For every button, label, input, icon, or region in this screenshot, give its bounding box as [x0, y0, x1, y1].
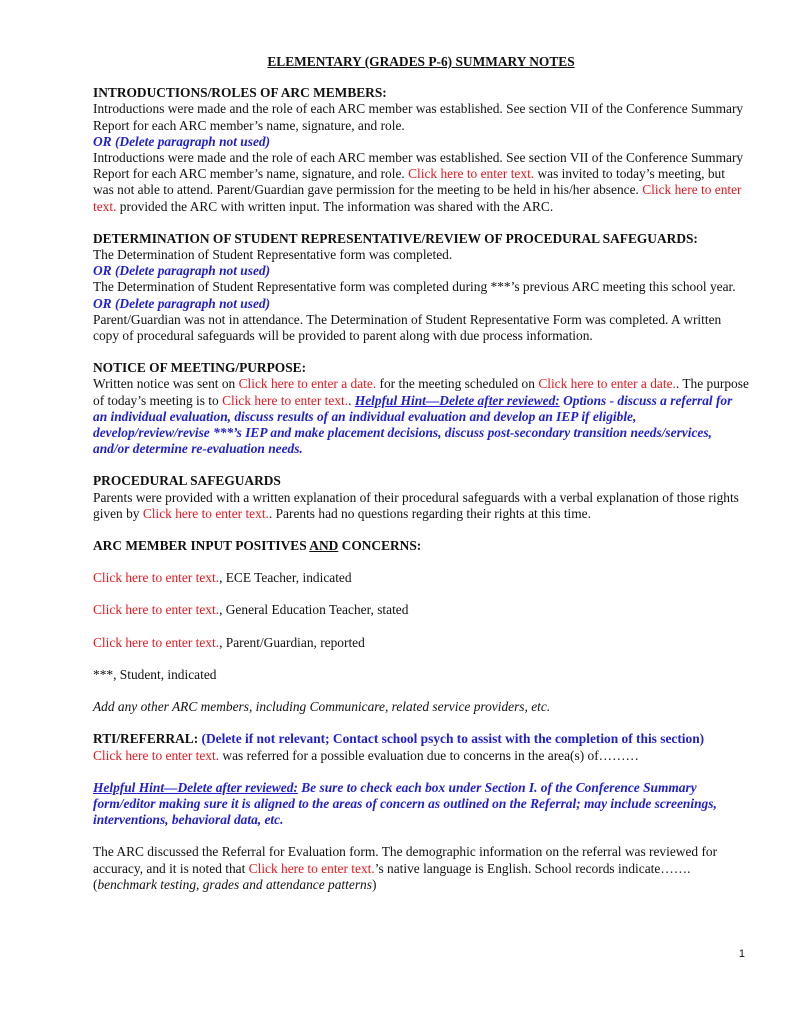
member-input-line: Click here to enter text., ECE Teacher, indicated [93, 570, 352, 586]
member-input-line: Click here to enter text., Parent/Guardian, reported [93, 634, 365, 650]
section-determination [93, 231, 749, 344]
paragraph: Written notice was sent on Click here to enter a date. for the meeting scheduled on Click here to enter a date.. The purpose of today’s meeting is to Click here to enter text.. Helpful Hint—Delete after reviewed: Options - discuss a referral for an individual evaluation, discuss results of an individual evaluation and develop an IEP if eligible, develop/review/revise ***’s IEP and make placement decisions, discuss post-secondary transition needs/services, and/or determine re-evaluation needs. [93, 376, 749, 457]
page-number: 1 [738, 948, 745, 960]
text-placeholder-field[interactable]: Click here to enter text. [248, 860, 375, 876]
text-placeholder-field[interactable]: Click here to enter text. [93, 570, 220, 586]
rti-helpful-hint [93, 780, 749, 829]
or-delete-note: OR (Delete paragraph not used) [93, 295, 271, 311]
text-placeholder-field[interactable]: Click here to enter text. [93, 634, 220, 650]
document-page [93, 54, 749, 909]
section-heading: INTRODUCTIONS/ROLES OF ARC MEMBERS: [93, 85, 387, 101]
text-placeholder-field[interactable]: Click here to enter text. [222, 392, 349, 408]
add-members-note: Add any other ARC members, including Communicare, related service providers, etc. [93, 699, 551, 715]
section-introductions [93, 85, 749, 215]
helpful-hint-label: Helpful Hint—Delete after reviewed: [93, 779, 298, 795]
text-placeholder-field[interactable]: Click here to enter text. [93, 182, 742, 214]
section-notice [93, 360, 749, 457]
section-heading: RTI/REFERRAL: [93, 731, 202, 747]
paragraph: Introductions were made and the role of each ARC member was established. See section VII of the Conference Summary Report for each ARC member’s name, signature, and role. [93, 101, 744, 133]
text-placeholder-field[interactable]: Click here to enter text. [93, 602, 220, 618]
helpful-hint-text: Options - discuss a referral for an individual evaluation, discuss results of an individual evaluation and develop an IEP if eligible, develop/review/revise ***’s IEP and make placement decisions, discuss post-secondary transition needs/services, and/or determine re-evaluation needs. [93, 392, 733, 457]
rti-heading-note: (Delete if not relevant; Contact school psych to assist with the completion of this section) [201, 731, 705, 747]
helpful-hint-label: Helpful Hint—Delete after reviewed: [354, 392, 560, 408]
text-placeholder-field[interactable]: Click here to enter text. [408, 166, 535, 182]
text-placeholder-field[interactable]: Click here to enter text. [142, 505, 269, 521]
paragraph: Parents were provided with a written explanation of their procedural safeguards with a verbal explanation of those rights given by Click here to enter text.. Parents had no questions regarding their rights at this time. [93, 489, 739, 521]
paragraph: Parent/Guardian was not in attendance. The Determination of Student Representative Form was completed. A written copy of procedural safeguards will be provided to parent along with due process information. [93, 311, 722, 344]
section-procedural-safeguards [93, 473, 749, 522]
document-title: ELEMENTARY (GRADES P-6) SUMMARY NOTES [267, 54, 575, 69]
paragraph: Click here to enter text. was referred for a possible evaluation due to concerns in the area(s) of……… [93, 747, 639, 763]
section-heading: DETERMINATION OF STUDENT REPRESENTATIVE/REVIEW OF PROCEDURAL SAFEGUARDS: [93, 230, 698, 246]
paragraph: The Determination of Student Representative form was completed. [93, 247, 453, 263]
paragraph: The ARC discussed the Referral for Evaluation form. The demographic information on the referral was reviewed for accuracy, and it is noted that Click here to enter text.’s native language is English. School records indicate……. (benchmark testing, grades and attendance patterns) [93, 844, 718, 892]
section-member-input [93, 538, 749, 715]
student-input-line: ***, Student, indicated [93, 666, 217, 682]
or-delete-note: OR (Delete paragraph not used) [93, 263, 271, 279]
section-heading: NOTICE OF MEETING/PURPOSE: [93, 360, 307, 376]
paragraph: Introductions were made and the role of each ARC member was established. See section VII of the Conference Summary Report for each ARC member’s name, signature, and role. Click here to enter text. was invited to today’s meeting, but was not able to attend. Parent/Guardian gave permission for the meeting to be held in his/her absence. Click here to enter text. provided the ARC with written input. The information was shared with the ARC. [93, 150, 744, 214]
rti-heading-line [93, 731, 749, 747]
section-rti-referral [93, 731, 749, 763]
date-placeholder-field[interactable]: Click here to enter a date. [238, 376, 377, 392]
section-heading: ARC MEMBER INPUT POSITIVES AND CONCERNS: [93, 538, 422, 554]
or-delete-note: OR (Delete paragraph not used) [93, 133, 271, 149]
date-placeholder-field[interactable]: Click here to enter a date. [538, 376, 676, 392]
member-input-line: Click here to enter text., General Education Teacher, stated [93, 602, 409, 618]
helpful-hint-text: Be sure to check each box under Section I. of the Conference Summary form/editor making sure it is aligned to the areas of concern as outlined on the Referral; may include screenings, interventions, behavioral data, etc. [93, 779, 717, 828]
text-placeholder-field[interactable]: Click here to enter text. [93, 747, 220, 763]
section-referral-discussion [93, 844, 749, 893]
section-heading: PROCEDURAL SAFEGUARDS [93, 473, 281, 489]
paragraph: The Determination of Student Representative form was completed during ***’s previous ARC meeting this school year. [93, 279, 736, 295]
